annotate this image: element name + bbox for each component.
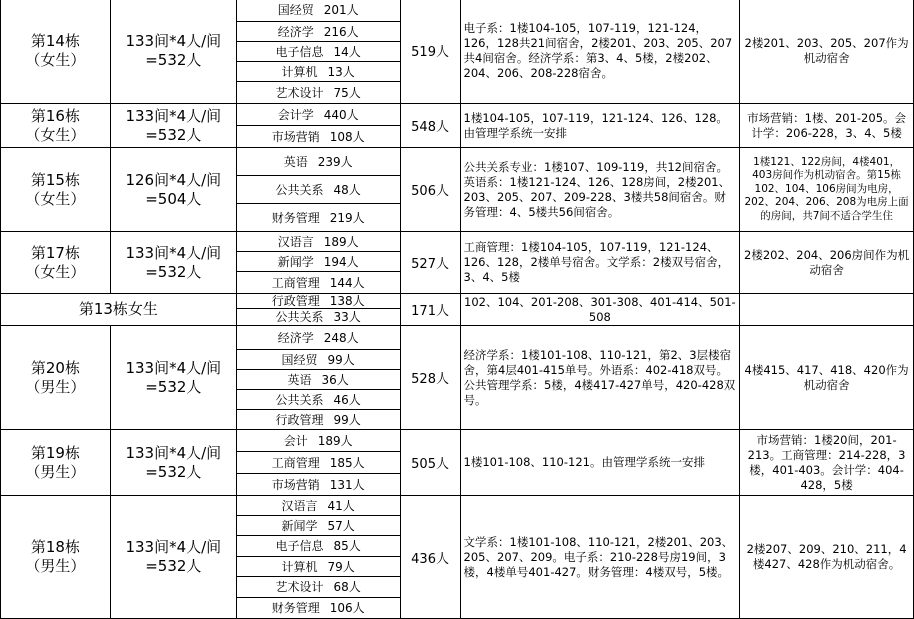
capacity-line: =532人 [145, 557, 202, 575]
major-count: 13人 [327, 64, 355, 79]
building-name-line: （男生） [25, 462, 86, 481]
major-name: 市场营销 [271, 129, 320, 144]
remark-cell: 2楼207、209、210、211，4楼427、428作为机动宿舍。 [740, 496, 914, 619]
capacity-line: =504人 [145, 189, 202, 208]
major-cell [236, 496, 400, 516]
major-cell [236, 430, 400, 452]
table-row [1, 0, 914, 22]
capacity-line: =532人 [145, 50, 202, 69]
major-name: 工商管理 [271, 275, 320, 290]
major-name: 工商管理 [271, 455, 320, 470]
major-cell [236, 410, 400, 430]
building-name-line: （女生） [25, 50, 86, 69]
remark-cell: 市场营销：1楼20间，201-213。工商管理：214-228，3楼，401-403。会计学：404-428，5楼 [740, 430, 914, 496]
major-name: 公共关系 [275, 392, 324, 407]
total-cell: 436人 [400, 496, 460, 619]
major-count: 216人 [323, 24, 359, 39]
capacity-cell [110, 104, 236, 148]
total-cell: 519人 [400, 0, 460, 104]
total-cell: 527人 [400, 232, 460, 294]
building-cell [1, 104, 111, 148]
major-name: 英语 [283, 154, 308, 169]
building-cell [1, 294, 237, 326]
major-name: 新闻学 [281, 518, 318, 533]
capacity-cell [110, 0, 236, 104]
building-name-line: 第13栋女生 [78, 300, 158, 318]
building-name-line: （女生） [25, 262, 86, 281]
major-count: 189人 [317, 433, 353, 448]
major-cell [236, 516, 400, 536]
capacity-cell [110, 496, 236, 619]
major-cell [236, 370, 400, 390]
major-name: 财务管理 [271, 601, 320, 615]
major-cell [236, 42, 400, 62]
major-cell [236, 390, 400, 410]
major-count: 248人 [323, 330, 359, 345]
room-detail-cell: 文学系：1楼101-108、110-121，2楼201、203、205、207、209。电子系：210-228号房19间，3楼，4楼单号401-427。财务管理：4楼双号，5楼。 [460, 496, 740, 619]
major-name: 英语 [287, 372, 312, 387]
major-count: 68人 [333, 580, 361, 594]
table-row [1, 430, 914, 452]
major-count: 57人 [327, 518, 355, 533]
room-detail-cell: 经济学系：1楼101-108、110-121，第2、3层楼宿舍，第4层401-415单号。外语系：402-418双号。公共管理学系：5楼，4楼417-427单号，420-428双号。 [460, 326, 740, 430]
capacity-line: 133间*4人/间 [125, 243, 222, 262]
table-row [1, 232, 914, 252]
building-name-line: 第18栋 [30, 538, 80, 556]
capacity-cell [110, 148, 236, 232]
major-count: 108人 [329, 129, 365, 144]
major-cell [236, 598, 400, 619]
building-cell [1, 232, 111, 294]
major-cell [236, 474, 400, 496]
capacity-line: 133间*4人/间 [125, 538, 222, 556]
major-cell [236, 326, 400, 350]
remark-cell: 2楼202、204、206房间作为机动宿舍 [740, 232, 914, 294]
major-count: 85人 [333, 539, 361, 553]
building-name-line: （男生） [25, 377, 86, 396]
building-cell [1, 326, 111, 430]
capacity-line: 133间*4人/间 [125, 31, 222, 50]
total-cell: 505人 [400, 430, 460, 496]
major-cell [236, 350, 400, 370]
major-count: 41人 [327, 498, 355, 513]
room-detail-cell: 公共关系专业：1楼107、109-119，共12间宿舍。英语系：1楼121-124、126、128房间，2楼201、203、205、207、209-228、3楼共58间宿舍。财务管理：4、5楼共56间宿舍。 [460, 148, 740, 232]
capacity-line: =532人 [145, 125, 202, 144]
total-cell: 528人 [400, 326, 460, 430]
major-count: 106人 [329, 601, 365, 615]
major-name: 市场营销 [271, 477, 320, 492]
major-name: 公共关系 [275, 310, 324, 324]
capacity-line: 133间*4人/间 [125, 358, 222, 377]
major-count: 194人 [323, 254, 359, 269]
major-count: 219人 [329, 210, 365, 225]
major-cell [236, 577, 400, 598]
total-cell: 171人 [400, 294, 460, 326]
table-row [1, 148, 914, 176]
major-cell [236, 104, 400, 126]
building-name-line: 第17栋 [30, 243, 80, 262]
major-cell [236, 82, 400, 104]
table-row [1, 326, 914, 350]
major-count: 189人 [323, 234, 359, 249]
building-name-line: 第20栋 [30, 358, 80, 377]
major-count: 440人 [323, 107, 359, 122]
major-cell [236, 452, 400, 474]
major-name: 电子信息 [275, 539, 324, 553]
table-body [1, 0, 914, 619]
major-name: 财务管理 [271, 210, 320, 225]
room-detail-cell: 1楼101-108、110-121。由管理学系统一安排 [460, 430, 740, 496]
major-name: 会计 [283, 433, 308, 448]
major-name: 行政管理 [275, 412, 324, 427]
major-count: 144人 [329, 275, 365, 290]
building-name-line: （男生） [25, 557, 86, 575]
major-name: 汉语言 [281, 498, 318, 513]
capacity-line: 133间*4人/间 [125, 106, 222, 125]
building-name-line: （女生） [25, 125, 86, 144]
major-cell [236, 557, 400, 577]
building-name-line: 第19栋 [30, 443, 80, 462]
major-cell [236, 252, 400, 272]
major-name: 经济学 [277, 24, 314, 39]
major-cell [236, 536, 400, 557]
major-count: 46人 [333, 392, 361, 407]
capacity-line: =532人 [145, 462, 202, 481]
building-cell [1, 496, 111, 619]
major-cell [236, 204, 400, 232]
building-cell [1, 430, 111, 496]
major-count: 79人 [327, 559, 355, 574]
remark-cell: 市场营销：1楼、201-205。会计学：206-228，3、4、5楼 [740, 104, 914, 148]
building-name-line: 第16栋 [30, 106, 80, 125]
capacity-line: 126间*4人/间 [125, 170, 222, 189]
major-count: 239人 [317, 154, 353, 169]
major-count: 99人 [333, 412, 361, 427]
capacity-line: =532人 [145, 377, 202, 396]
major-count: 36人 [321, 372, 349, 387]
major-name: 计算机 [281, 559, 318, 574]
room-detail-cell: 1楼104-105，107-119，121-124、126、128。由管理学系统一安排 [460, 104, 740, 148]
room-detail-cell: 工商管理：1楼104-105，107-119，121-124、126、128，2楼单号宿舍。文学系：2楼双号宿舍，3、4、5楼 [460, 232, 740, 294]
major-name: 汉语言 [277, 234, 314, 249]
major-name: 艺术设计 [275, 85, 324, 100]
room-detail-cell: 电子系：1楼104-105，107-119，121-124，126，128共21间宿舍，2楼201、203、205、207共4间宿舍。经济学系：第3、4、5楼，2楼202、204、206、208-228宿舍。 [460, 0, 740, 104]
room-detail-cell: 102、104、201-208、301-308、401-414、501-508 [460, 294, 740, 326]
major-name: 电子信息 [275, 44, 324, 59]
major-count: 138人 [329, 294, 365, 308]
major-name: 经济学 [277, 330, 314, 345]
capacity-cell [110, 232, 236, 294]
total-cell: 506人 [400, 148, 460, 232]
major-count: 48人 [333, 182, 361, 197]
major-count: 99人 [327, 352, 355, 367]
major-cell [236, 22, 400, 42]
remark-cell [740, 294, 914, 326]
building-name-line: （女生） [25, 189, 86, 208]
major-cell [236, 126, 400, 148]
building-name-line: 第14栋 [30, 31, 80, 50]
table-row [1, 294, 914, 309]
major-name: 公共关系 [275, 182, 324, 197]
capacity-cell [110, 430, 236, 496]
remark-cell: 4楼415、417、418、420作为机动宿舍 [740, 326, 914, 430]
major-count: 33人 [333, 310, 361, 324]
building-cell [1, 0, 111, 104]
total-cell: 548人 [400, 104, 460, 148]
major-cell [236, 294, 400, 309]
major-cell [236, 309, 400, 326]
remark-cell: 1楼121、122房间，4楼401，403房间作为机动宿舍。第15栋102、104、106房间为电房，202、204、206、208为电房上面的房间，共7间不适合学生住 [740, 148, 914, 232]
capacity-cell [110, 326, 236, 430]
major-name: 国经贸 [281, 352, 318, 367]
major-count: 185人 [329, 455, 365, 470]
building-name-line: 第15栋 [30, 170, 80, 189]
major-name: 新闻学 [277, 254, 314, 269]
major-cell [236, 148, 400, 176]
major-cell [236, 0, 400, 22]
building-cell [1, 148, 111, 232]
major-name: 行政管理 [271, 294, 320, 308]
capacity-line: =532人 [145, 262, 202, 281]
major-count: 14人 [333, 44, 361, 59]
table-row [1, 104, 914, 126]
table-row [1, 496, 914, 516]
major-name: 计算机 [281, 64, 318, 79]
major-name: 会计学 [277, 107, 314, 122]
major-cell [236, 62, 400, 82]
major-cell [236, 176, 400, 204]
major-name: 国经贸 [277, 2, 314, 17]
remark-cell: 2楼201、203、205、207作为机动宿舍 [740, 0, 914, 104]
capacity-line: 133间*4人/间 [125, 443, 222, 462]
major-cell [236, 232, 400, 252]
major-count: 201人 [323, 2, 359, 17]
major-name: 艺术设计 [275, 580, 324, 594]
major-cell [236, 272, 400, 294]
major-count: 131人 [329, 477, 365, 492]
major-count: 75人 [333, 85, 361, 100]
